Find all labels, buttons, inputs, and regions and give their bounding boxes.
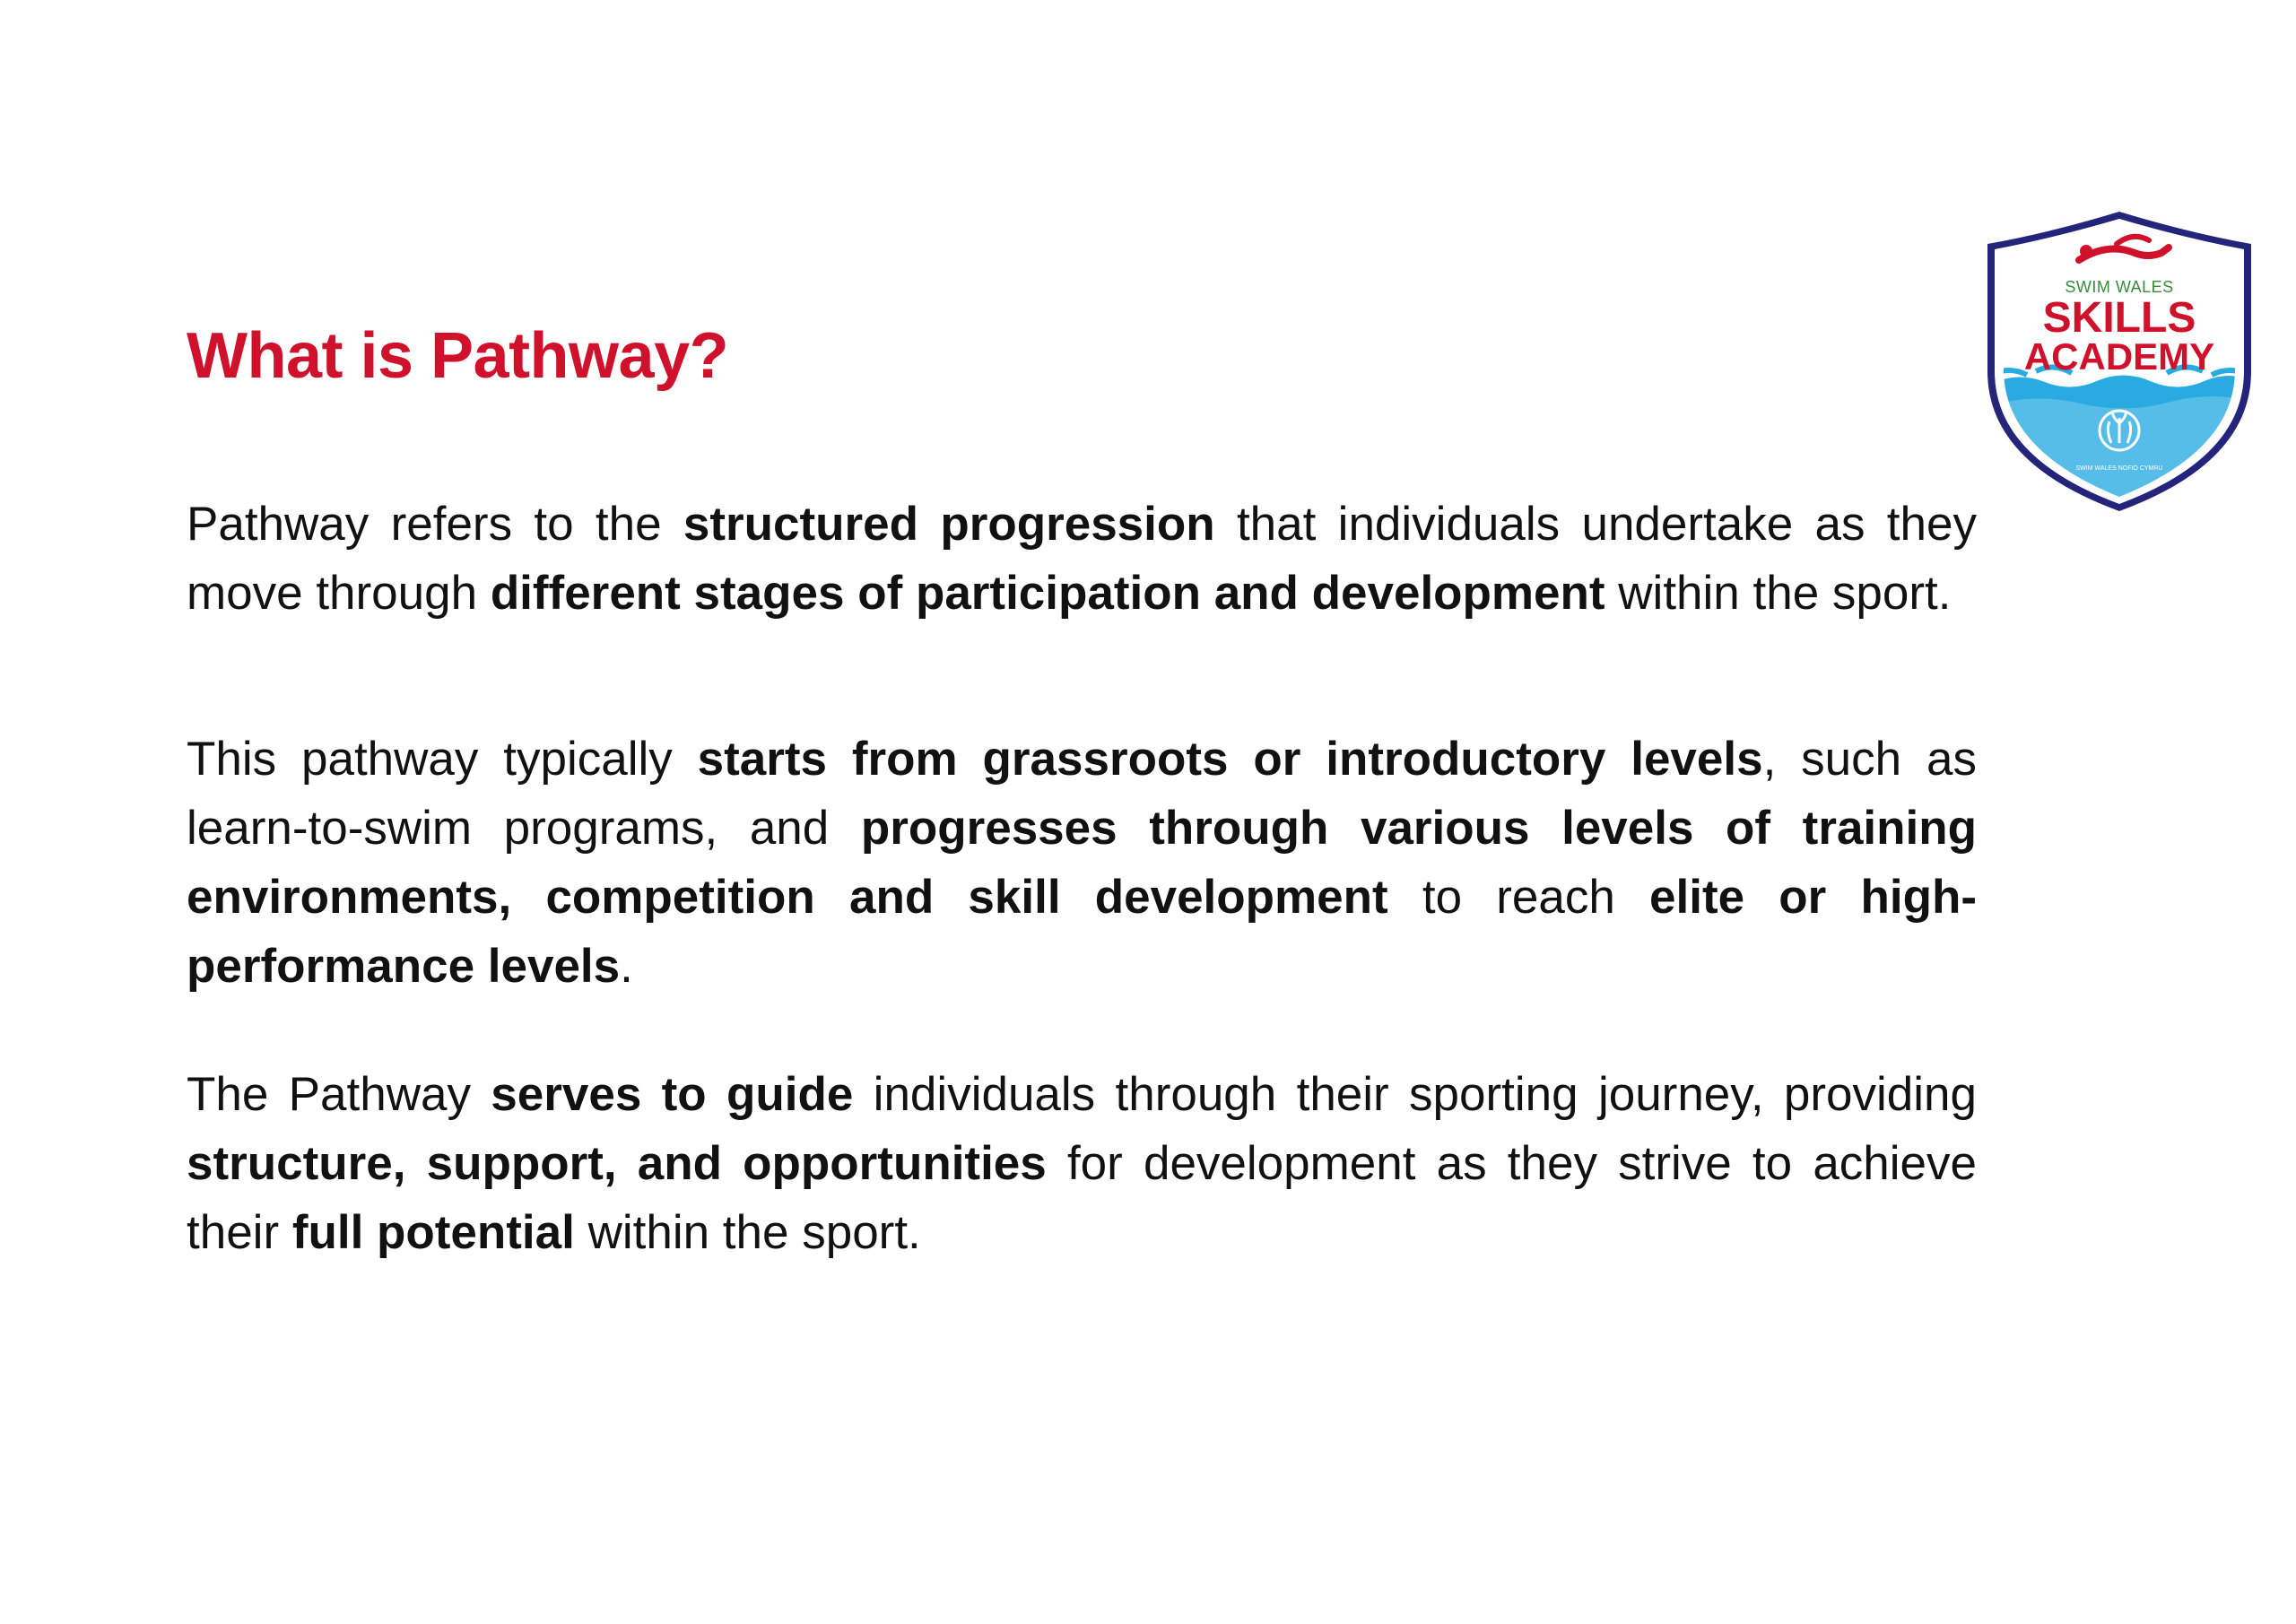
text-run: individuals through their sporting journey, providing [853,1068,1977,1121]
emphasis-text: structured progression [683,498,1215,551]
text-run: . [620,940,633,993]
text-run: Pathway refers to the [187,498,683,551]
text-run: for development as they strive to achieve their [187,1137,1977,1259]
emphasis-text: progresses through various levels of training environments, competition and skill development [187,802,1977,924]
text-run: that individuals undertake as they move through [187,498,1977,620]
emphasis-text: full potential [291,1206,575,1259]
paragraph-purpose [187,1060,1977,1267]
emphasis-text: serves to guide [491,1068,854,1121]
emphasis-text: elite or high-performance levels [187,871,1978,993]
emphasis-text: different stages of participation and development [490,567,1605,620]
paragraph-definition [187,490,1977,628]
emphasis-text: structure, support, and opportunities [187,1137,1047,1190]
emphasis-text: starts from grassroots or introductory levels [697,733,1763,786]
text-run: within the sport. [574,1206,921,1259]
text-run: , such as learn-to-swim programs, and [187,733,1977,855]
text-run: within the sport. [1605,567,1952,620]
text-run: The Pathway [187,1068,491,1121]
page-title: What is Pathway? [187,320,729,392]
skills-academy-logo [1982,208,2257,513]
paragraph-progression [187,725,1977,1001]
logo-small-text: SWIM WALES NOFIO CYMRU [2075,465,2163,472]
logo-top-text: SWIM WALES [2065,278,2174,296]
logo-line-academy: ACADEMY [2023,335,2215,378]
logo-line-skills: SKILLS [2042,294,2196,342]
text-run: to reach [1387,871,1650,924]
text-run: This pathway typically [187,733,698,786]
